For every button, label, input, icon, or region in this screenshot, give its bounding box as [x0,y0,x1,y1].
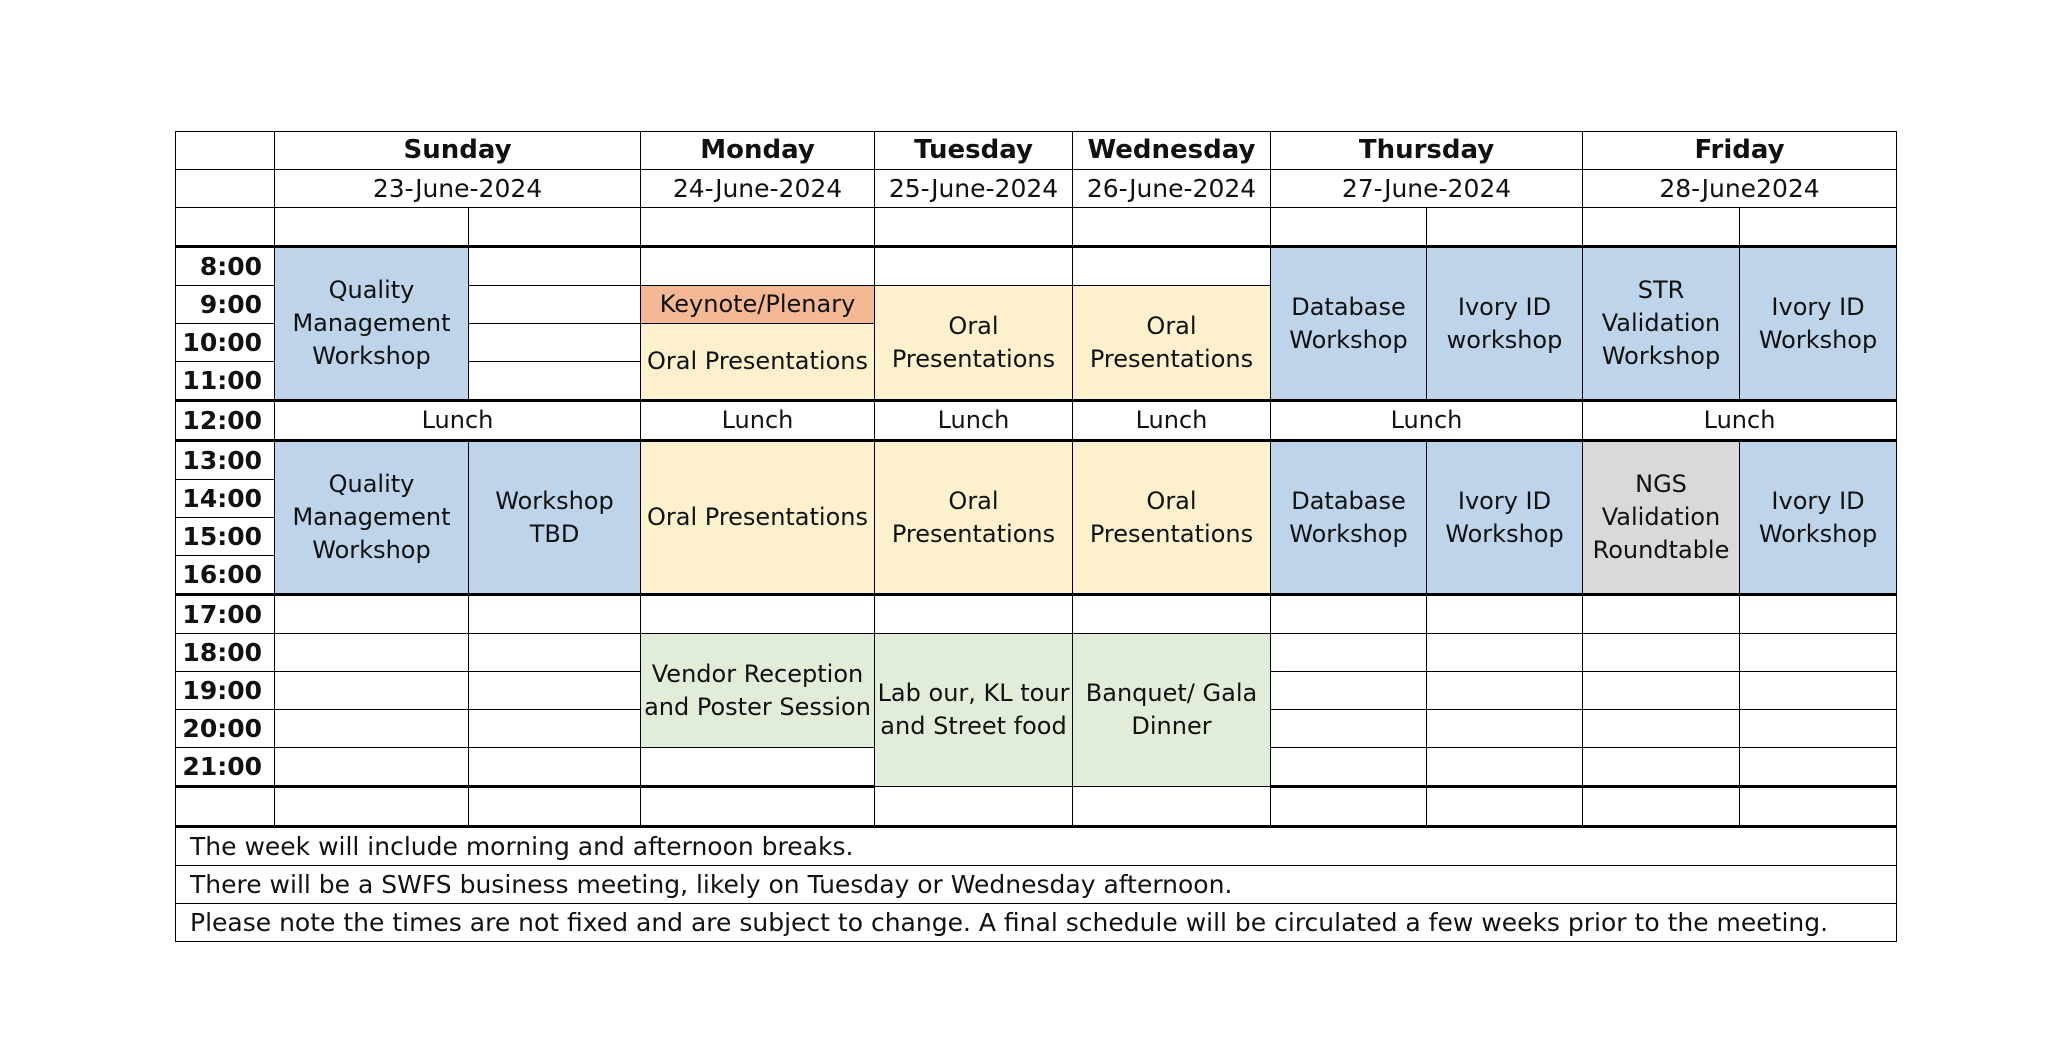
time-label: 21:00 [176,748,275,787]
empty-cell [469,748,641,787]
date-sunday: 23-June-2024 [275,170,641,208]
empty-cell [469,710,641,748]
empty-cell [275,748,469,787]
empty-cell [176,208,275,247]
empty-cell [1271,748,1427,787]
session-tue-morning: Oral Presentations [875,286,1073,401]
empty-cell [469,324,641,362]
session-thu-morning-1: Database Workshop [1271,247,1427,401]
session-tue-evening: Lab our, KL tour and Street food [875,634,1073,787]
empty-cell [1427,595,1583,634]
empty-cell [1073,208,1271,247]
spacer-row [176,208,1897,247]
empty-cell [1583,672,1740,710]
note-business-meeting: There will be a SWFS business meeting, likely on Tuesday or Wednesday afternoon. [176,866,1897,904]
day-friday: Friday [1583,132,1897,170]
empty-cell [469,208,641,247]
corner-cell [176,170,275,208]
empty-cell [641,748,875,787]
corner-cell [176,132,275,170]
empty-cell [1740,595,1897,634]
empty-cell [275,710,469,748]
day-name-row [176,132,1897,170]
empty-cell [641,787,875,827]
empty-cell [1740,748,1897,787]
empty-cell [1073,595,1271,634]
empty-cell [1073,787,1271,827]
empty-cell [275,672,469,710]
empty-cell [275,208,469,247]
empty-cell [275,595,469,634]
time-label: 10:00 [176,324,275,362]
empty-cell [1740,208,1897,247]
empty-cell [1740,710,1897,748]
lunch-thursday: Lunch [1271,401,1583,441]
time-row [176,595,1897,634]
empty-cell [875,247,1073,286]
empty-cell [1583,595,1740,634]
empty-cell [1271,208,1427,247]
session-fri-morning-2: Ivory ID Workshop [1740,247,1897,401]
empty-cell [469,672,641,710]
session-mon-keynote: Keynote/Plenary [641,286,875,324]
time-label: 17:00 [176,595,275,634]
schedule-table [175,131,1897,942]
time-row [176,634,1897,672]
session-sun-morning: Quality Management Workshop [275,247,469,401]
session-tue-afternoon: Oral Presentations [875,441,1073,595]
session-thu-morning-2: Ivory ID workshop [1427,247,1583,401]
time-label: 8:00 [176,247,275,286]
empty-cell [469,247,641,286]
date-row [176,170,1897,208]
session-mon-afternoon: Oral Presentations [641,441,875,595]
note-row [176,827,1897,866]
session-thu-afternoon-1: Database Workshop [1271,441,1427,595]
time-label: 18:00 [176,634,275,672]
empty-cell [1271,595,1427,634]
empty-cell [1427,787,1583,827]
time-label: 12:00 [176,401,275,441]
lunch-tuesday: Lunch [875,401,1073,441]
empty-cell [1271,672,1427,710]
time-label: 14:00 [176,480,275,518]
empty-cell [1583,710,1740,748]
empty-cell [1427,710,1583,748]
session-mon-evening: Vendor Reception and Poster Session [641,634,875,748]
lunch-monday: Lunch [641,401,875,441]
day-monday: Monday [641,132,875,170]
time-label: 19:00 [176,672,275,710]
empty-cell [275,634,469,672]
session-mon-morning: Oral Presentations [641,324,875,401]
empty-cell [1073,247,1271,286]
lunch-wednesday: Lunch [1073,401,1271,441]
empty-cell [1427,634,1583,672]
empty-cell [469,787,641,827]
day-wednesday: Wednesday [1073,132,1271,170]
day-sunday: Sunday [275,132,641,170]
day-thursday: Thursday [1271,132,1583,170]
empty-cell [1583,748,1740,787]
empty-cell [875,595,1073,634]
time-row [176,247,1897,286]
session-fri-afternoon-1: NGS Validation Roundtable [1583,441,1740,595]
empty-cell [641,595,875,634]
time-label: 9:00 [176,286,275,324]
empty-cell [469,595,641,634]
lunch-friday: Lunch [1583,401,1897,441]
empty-cell [176,787,275,827]
date-thursday: 27-June-2024 [1271,170,1583,208]
spacer-row [176,787,1897,827]
empty-cell [1583,208,1740,247]
empty-cell [1427,672,1583,710]
session-wed-afternoon: Oral Presentations [1073,441,1271,595]
empty-cell [1740,672,1897,710]
note-row [176,904,1897,942]
empty-cell [469,362,641,401]
empty-cell [875,208,1073,247]
empty-cell [1740,787,1897,827]
empty-cell [1583,634,1740,672]
session-thu-afternoon-2: Ivory ID Workshop [1427,441,1583,595]
note-row [176,866,1897,904]
time-label: 13:00 [176,441,275,480]
empty-cell [1427,208,1583,247]
empty-cell [641,247,875,286]
day-tuesday: Tuesday [875,132,1073,170]
empty-cell [275,787,469,827]
empty-cell [1271,634,1427,672]
time-row [176,441,1897,480]
date-monday: 24-June-2024 [641,170,875,208]
empty-cell [469,286,641,324]
empty-cell [1740,634,1897,672]
session-fri-morning-1: STR Validation Workshop [1583,247,1740,401]
empty-cell [469,634,641,672]
session-sun-afternoon-2: Workshop TBD [469,441,641,595]
empty-cell [641,208,875,247]
empty-cell [875,787,1073,827]
empty-cell [1583,787,1740,827]
date-wednesday: 26-June-2024 [1073,170,1271,208]
lunch-sunday: Lunch [275,401,641,441]
time-label: 11:00 [176,362,275,401]
date-friday: 28-June2024 [1583,170,1897,208]
time-label: 15:00 [176,518,275,556]
note-schedule-change: Please note the times are not fixed and are subject to change. A final schedule will be circulated a few weeks prior to the meeting. [176,904,1897,942]
note-breaks: The week will include morning and afternoon breaks. [176,827,1897,866]
session-fri-afternoon-2: Ivory ID Workshop [1740,441,1897,595]
session-sun-afternoon-1: Quality Management Workshop [275,441,469,595]
time-row [176,401,1897,441]
session-wed-evening: Banquet/ Gala Dinner [1073,634,1271,787]
empty-cell [1271,787,1427,827]
empty-cell [1427,748,1583,787]
empty-cell [1271,710,1427,748]
session-wed-morning: Oral Presentations [1073,286,1271,401]
time-label: 16:00 [176,556,275,595]
date-tuesday: 25-June-2024 [875,170,1073,208]
time-label: 20:00 [176,710,275,748]
